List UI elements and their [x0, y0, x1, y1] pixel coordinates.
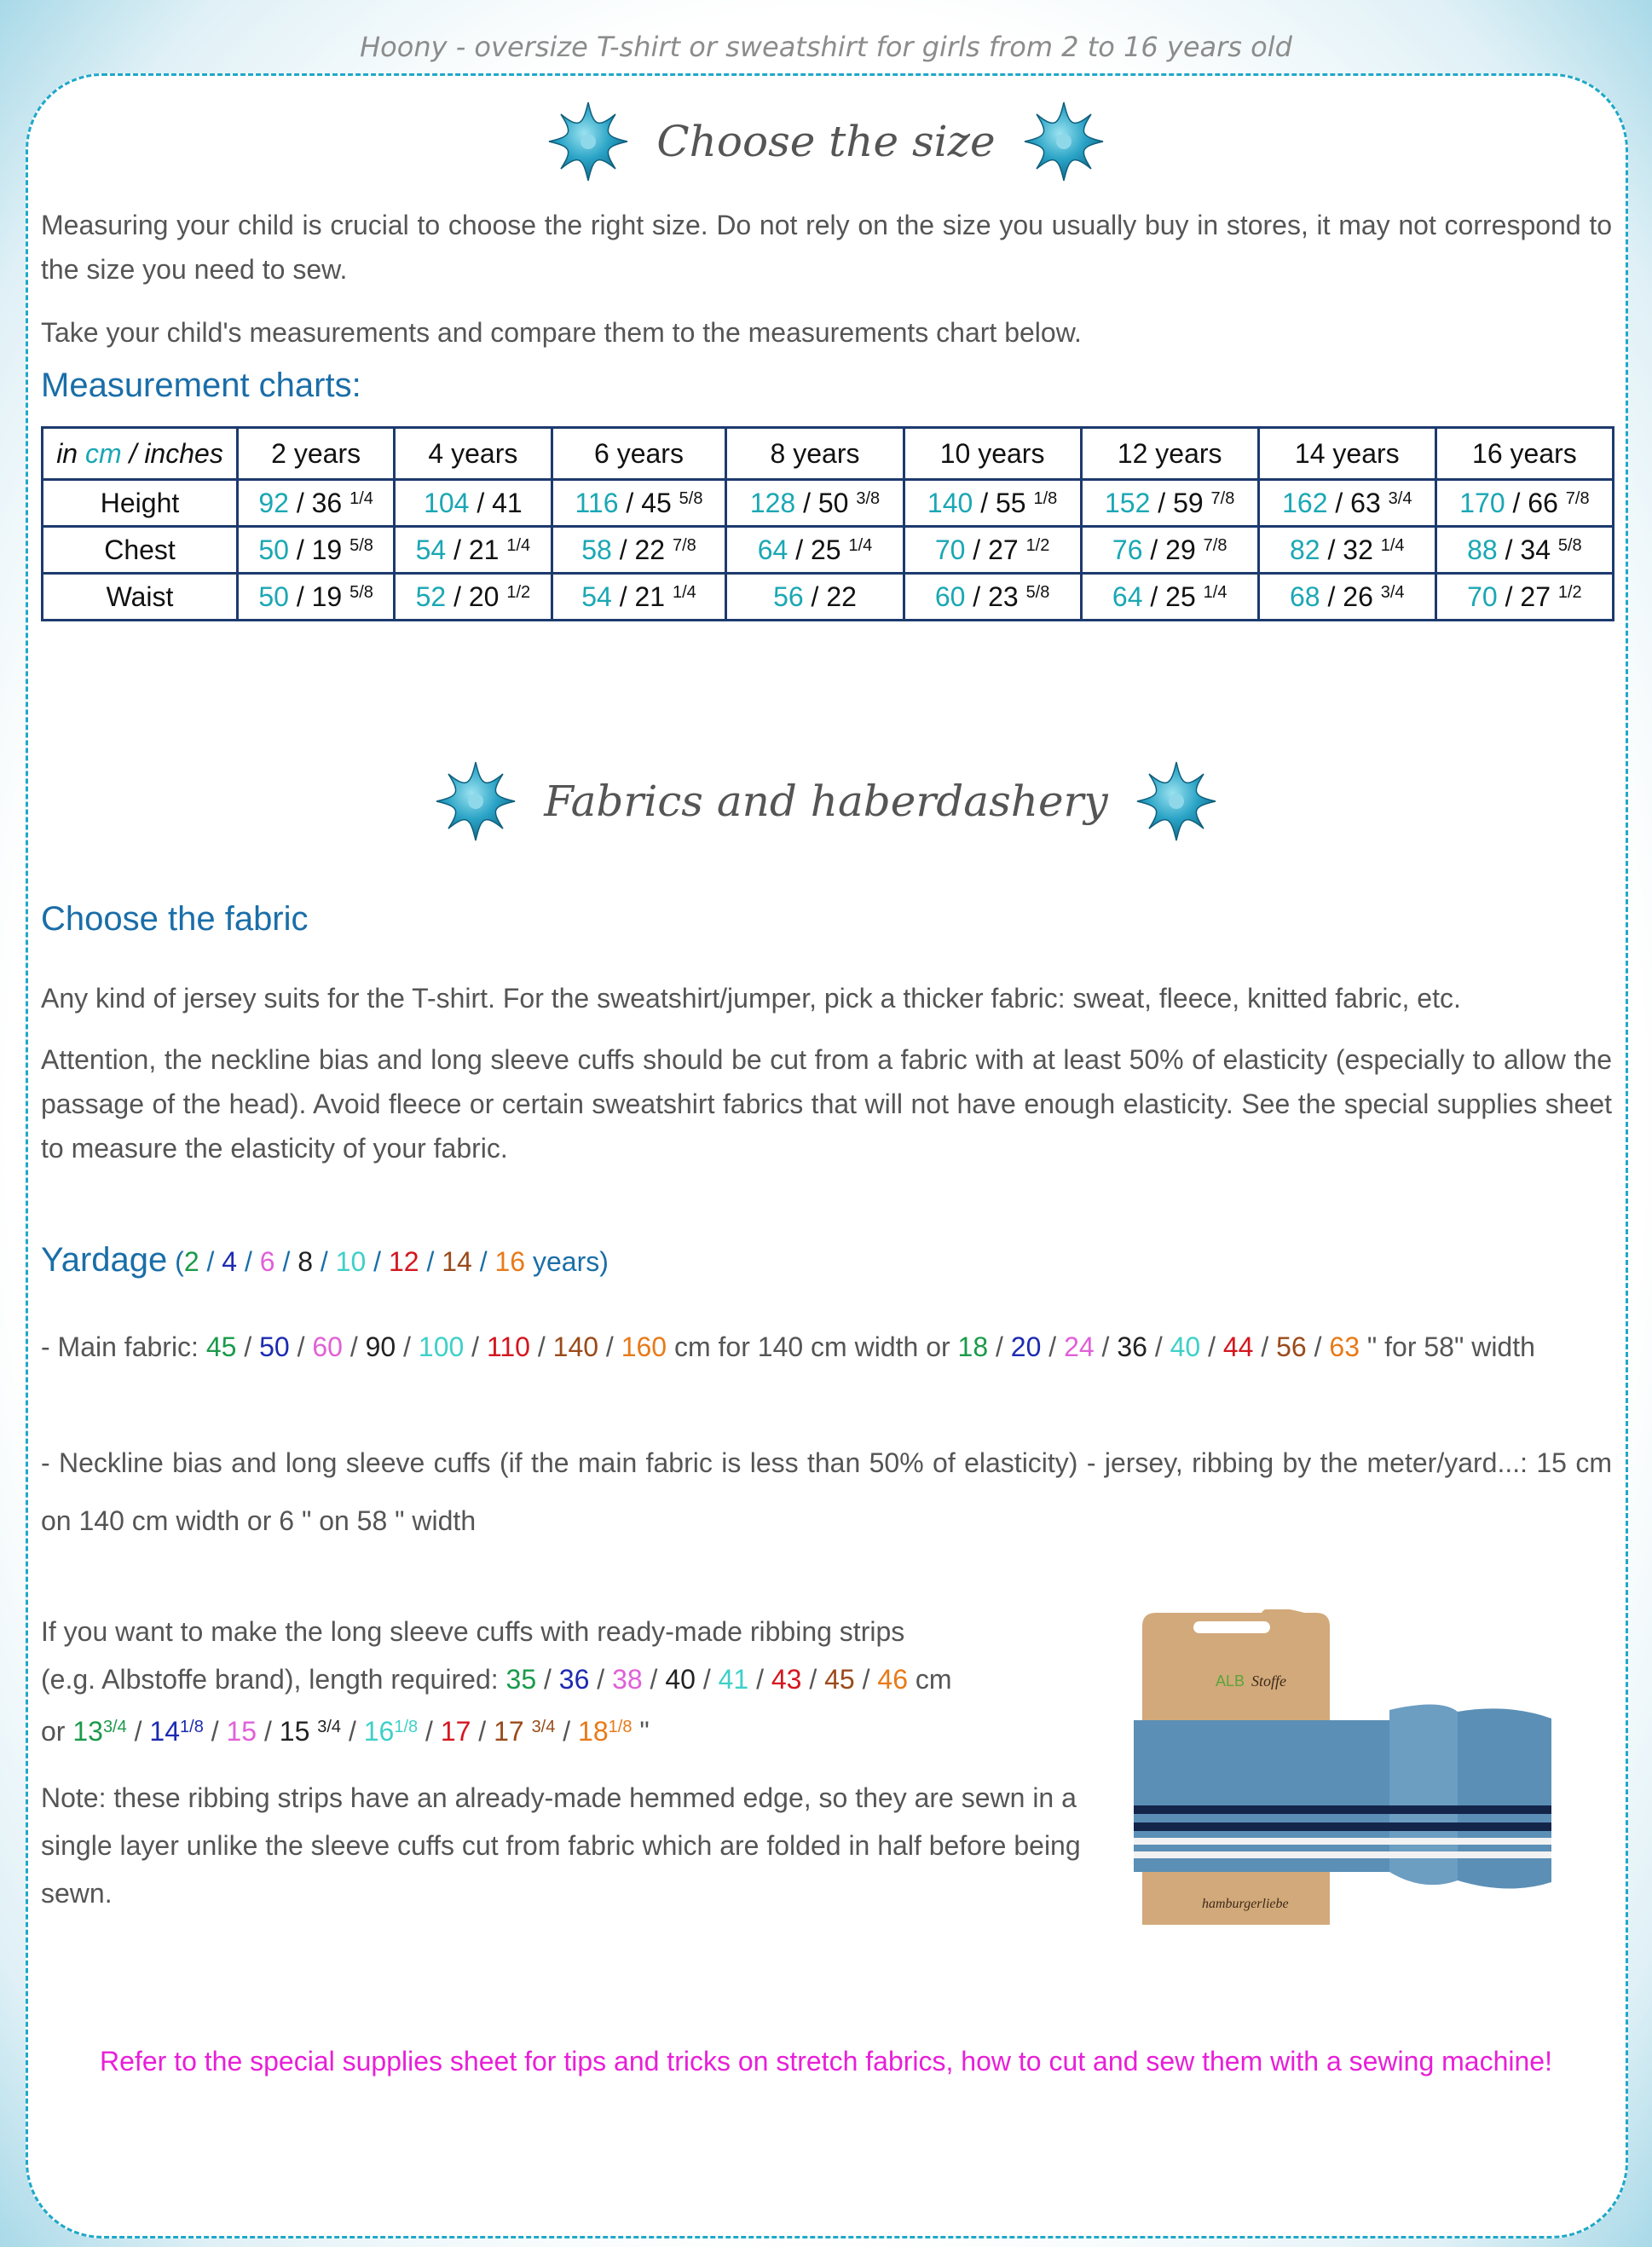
- table-cell: 50 / 19 $^{5/8}$: [238, 527, 395, 574]
- measurement-table: [41, 426, 1614, 621]
- product-brand2-text: Stoffe: [1251, 1672, 1286, 1690]
- column-header: 6 years: [552, 428, 726, 480]
- table-header-row: [43, 428, 1614, 480]
- product-label-text: hamburgerliebe: [1202, 1897, 1289, 1911]
- column-header: 14 years: [1258, 428, 1435, 480]
- choose-fabric-heading: Choose the fabric: [41, 900, 309, 938]
- row-label: Waist: [43, 574, 238, 621]
- ribbing-note: Note: these ribbing strips have an already-made hemmed edge, so they are sewn in a single layer unlike the sleeve cuffs cut from fabric which are folded in half before being sewn.: [41, 1782, 1081, 1909]
- column-header: 4 years: [395, 428, 552, 480]
- size-compare-paragraph: Take your child's measurements and compare them to the measurements chart below.: [41, 317, 1082, 348]
- table-cell: 52 / 20 $^{1/2}$: [395, 574, 552, 621]
- column-header: 16 years: [1435, 428, 1613, 480]
- column-header: 8 years: [726, 428, 904, 480]
- ribbing-block: [41, 1608, 1132, 1917]
- table-cell: 64 / 25 $^{1/4}$: [1081, 574, 1258, 621]
- product-brand-text: ALB: [1216, 1672, 1245, 1690]
- ribbing-line-3: or $13^{3/4} / 14^{1/8} / 15 / 15$ $^{3/4} / 16^{1/8} / 17 / 17$ $^{3/4} / 18^{1/8}$ ": [41, 1716, 650, 1747]
- table-cell: 70 / 27 $^{1/2}$: [1435, 574, 1613, 621]
- star-icon: [546, 99, 631, 184]
- fabric-paragraph-1: Any kind of jersey suits for the T-shirt. For the sweatshirt/jumper, pick a thicker fabric: sweat, fleece, knitted fabric, etc.: [41, 983, 1461, 1014]
- table-cell: 152 / 59 $^{7/8}$: [1081, 480, 1258, 527]
- table-cell: 88 / 34 $^{5/8}$: [1435, 527, 1613, 574]
- table-cell: 140 / 55 $^{1/8}$: [904, 480, 1081, 527]
- table-corner-cell: in cm / inches: [43, 428, 238, 480]
- row-label: Chest: [43, 527, 238, 574]
- neckline-line: - Neckline bias and long sleeve cuffs (if the main fabric is less than 50% of elasticity) - jersey, ribbing by the meter/yard...: 15 cm on 140 cm width or 6 " on 58 " width: [41, 1447, 1612, 1536]
- table-cell: 128 / 50 $^{3/8}$: [726, 480, 904, 527]
- table-cell: 68 / 26 $^{3/4}$: [1258, 574, 1435, 621]
- star-icon: [1134, 759, 1219, 844]
- yardage-heading: Yardage (2 / 4 / 6 / 8 / 10 / 12 / 14 / 16 years): [41, 1241, 609, 1279]
- ribbing-line-1: If you want to make the long sleeve cuffs with ready-made ribbing strips: [41, 1616, 905, 1647]
- table-row: [43, 527, 1614, 574]
- table-cell: 70 / 27 $^{1/2}$: [904, 527, 1081, 574]
- row-label: Height: [43, 480, 238, 527]
- table-cell: 162 / 63 $^{3/4}$: [1258, 480, 1435, 527]
- table-cell: 54 / 21 $^{1/4}$: [395, 527, 552, 574]
- column-header: 2 years: [238, 428, 395, 480]
- section-title-size-text: Choose the size: [656, 117, 996, 166]
- table-row: [43, 574, 1614, 621]
- table-cell: 82 / 32 $^{1/4}$: [1258, 527, 1435, 574]
- column-header: 12 years: [1081, 428, 1258, 480]
- table-cell: 92 / 36 $^{1/4}$: [238, 480, 395, 527]
- size-intro-paragraph: Measuring your child is crucial to choose the right size. Do not rely on the size you usually buy in stores, it may not correspond to the size you need to sew.: [41, 210, 1612, 285]
- fabric-paragraph-2: Attention, the neckline bias and long sleeve cuffs should be cut from a fabric with at least 50% of elasticity (especially to allow the passage of the head). Avoid fleece or certain sweatshirt fabrics that will not have enough elasticity. See the special supplies sheet to measure the elasticity of your fabric.: [41, 1044, 1612, 1164]
- table-cell: 60 / 23 $^{5/8}$: [904, 574, 1081, 621]
- column-header: 10 years: [904, 428, 1081, 480]
- table-cell: 58 / 22 $^{7/8}$: [552, 527, 726, 574]
- table-cell: 76 / 29 $^{7/8}$: [1081, 527, 1258, 574]
- table-cell: 50 / 19 $^{5/8}$: [238, 574, 395, 621]
- ribbing-line-2: (e.g. Albstoffe brand), length required: 35 / 36 / 38 / 40 / 41 / 43 / 45 / 46 cm: [41, 1664, 952, 1695]
- measurement-charts-heading: Measurement charts:: [41, 367, 361, 404]
- table-cell: 104 / 41: [395, 480, 552, 527]
- star-icon: [433, 759, 518, 844]
- star-icon: [1021, 99, 1106, 184]
- table-cell: 54 / 21 $^{1/4}$: [552, 574, 726, 621]
- table-cell: 116 / 45 $^{5/8}$: [552, 480, 726, 527]
- table-row: [43, 480, 1614, 527]
- section-title-fabrics-text: Fabrics and haberdashery: [544, 777, 1108, 826]
- table-cell: 64 / 25 $^{1/4}$: [726, 527, 904, 574]
- supplies-tip: Refer to the special supplies sheet for tips and tricks on stretch fabrics, how to cut and sew them with a sewing machine!: [100, 2046, 1552, 2077]
- table-cell: 56 / 22: [726, 574, 904, 621]
- main-fabric-line: - Main fabric: 45 / 50 / 60 / 90 / 100 / 110 / 140 / 160 cm for 140 cm width or 18 / 20 / 24 / 36 / 40 / 44 / 56 / 63 " for 58" width: [41, 1331, 1535, 1362]
- section-title-fabrics: [0, 759, 1652, 844]
- document-subtitle: Hoony - oversize T-shirt or sweatshirt for girls from 2 to 16 years old: [360, 31, 1292, 63]
- section-title-size: [0, 99, 1652, 184]
- ribbing-product-image: [1134, 1609, 1560, 1933]
- table-cell: 170 / 66 $^{7/8}$: [1435, 480, 1613, 527]
